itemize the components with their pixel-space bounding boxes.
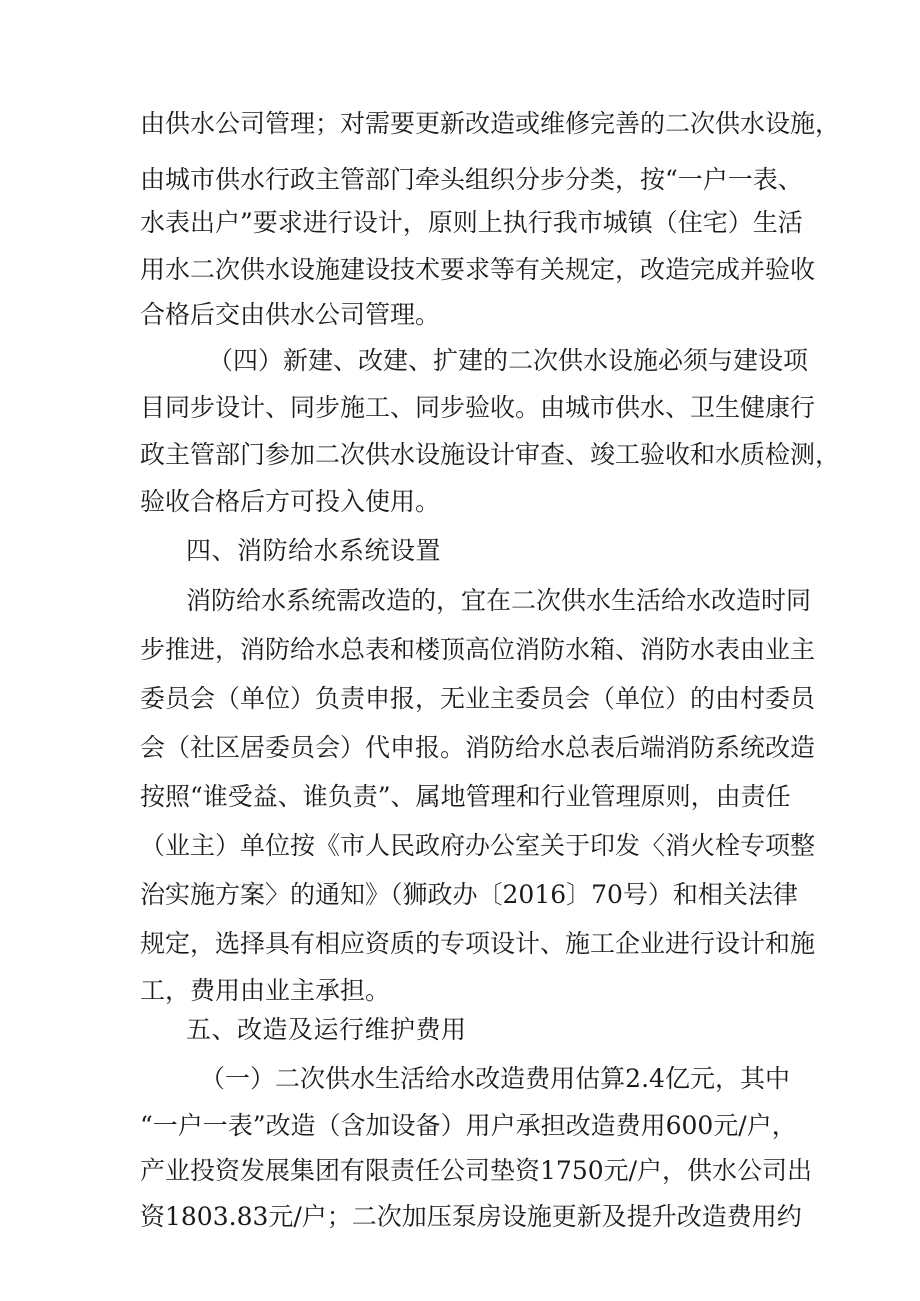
paragraph-line: （一）二次供水生活给水改造费用估算2.4亿元，其中 xyxy=(200,1064,790,1093)
paragraph-line: 产业投资发展集团有限责任公司垫资1750元/户，供水公司出 xyxy=(140,1156,813,1185)
paragraph-line: 按照“谁受益、谁负责”、属地管理和行业管理原则，由责任 xyxy=(140,782,791,811)
paragraph-line: 用水二次供水设施建设技术要求等有关规定，改造完成并验收 xyxy=(140,255,816,284)
paragraph-line: （四）新建、改建、扩建的二次供水设施必须与建设项 xyxy=(208,346,809,375)
paragraph-line: 由供水公司管理；对需要更新改造或维修完善的二次供水设施， xyxy=(140,109,841,138)
paragraph-line: 验收合格后方可投入使用。 xyxy=(140,487,441,516)
paragraph-line: （业主）单位按《市人民政府办公室关于印发〈消火栓专项整 xyxy=(140,831,816,860)
paragraph-line: 委员会（单位）负责申报，无业主委员会（单位）的由村委员 xyxy=(140,684,816,713)
paragraph-line: 治实施方案〉的通知》（狮政办〔2016〕70号）和相关法律 xyxy=(140,880,798,909)
paragraph-line: 消防给水系统需改造的，宜在二次供水生活给水改造时同 xyxy=(186,586,812,615)
paragraph-line: 目同步设计、同步施工、同步验收。由城市供水、卫生健康行 xyxy=(140,393,816,422)
paragraph-line: 由城市供水行政主管部门牵头组织分步分类，按“一户一表、 xyxy=(140,165,803,194)
paragraph-line: “一户一表”改造（含加设备）用户承担改造费用600元/户， xyxy=(140,1111,797,1140)
paragraph-line: 资1803.83元/户；二次加压泵房设施更新及提升改造费用约 xyxy=(140,1202,802,1231)
paragraph-line: 工，费用由业主承担。 xyxy=(140,976,391,1005)
paragraph-line: 步推进，消防给水总表和楼顶高位消防水箱、消防水表由业主 xyxy=(140,635,816,664)
paragraph-line: 规定，选择具有相应资质的专项设计、施工企业进行设计和施 xyxy=(140,929,816,958)
paragraph-line: 合格后交由供水公司管理。 xyxy=(140,300,441,329)
section-heading: 四、消防给水系统设置 xyxy=(186,536,442,565)
section-heading: 五、改造及运行维护费用 xyxy=(186,1015,467,1044)
paragraph-line: 会（社区居委员会）代申报。消防给水总表后端消防系统改造 xyxy=(140,733,816,762)
paragraph-line: 政主管部门参加二次供水设施设计审查、竣工验收和水质检测， xyxy=(140,440,841,469)
paragraph-line: 水表出户”要求进行设计，原则上执行我市城镇（住宅）生活 xyxy=(140,208,803,237)
